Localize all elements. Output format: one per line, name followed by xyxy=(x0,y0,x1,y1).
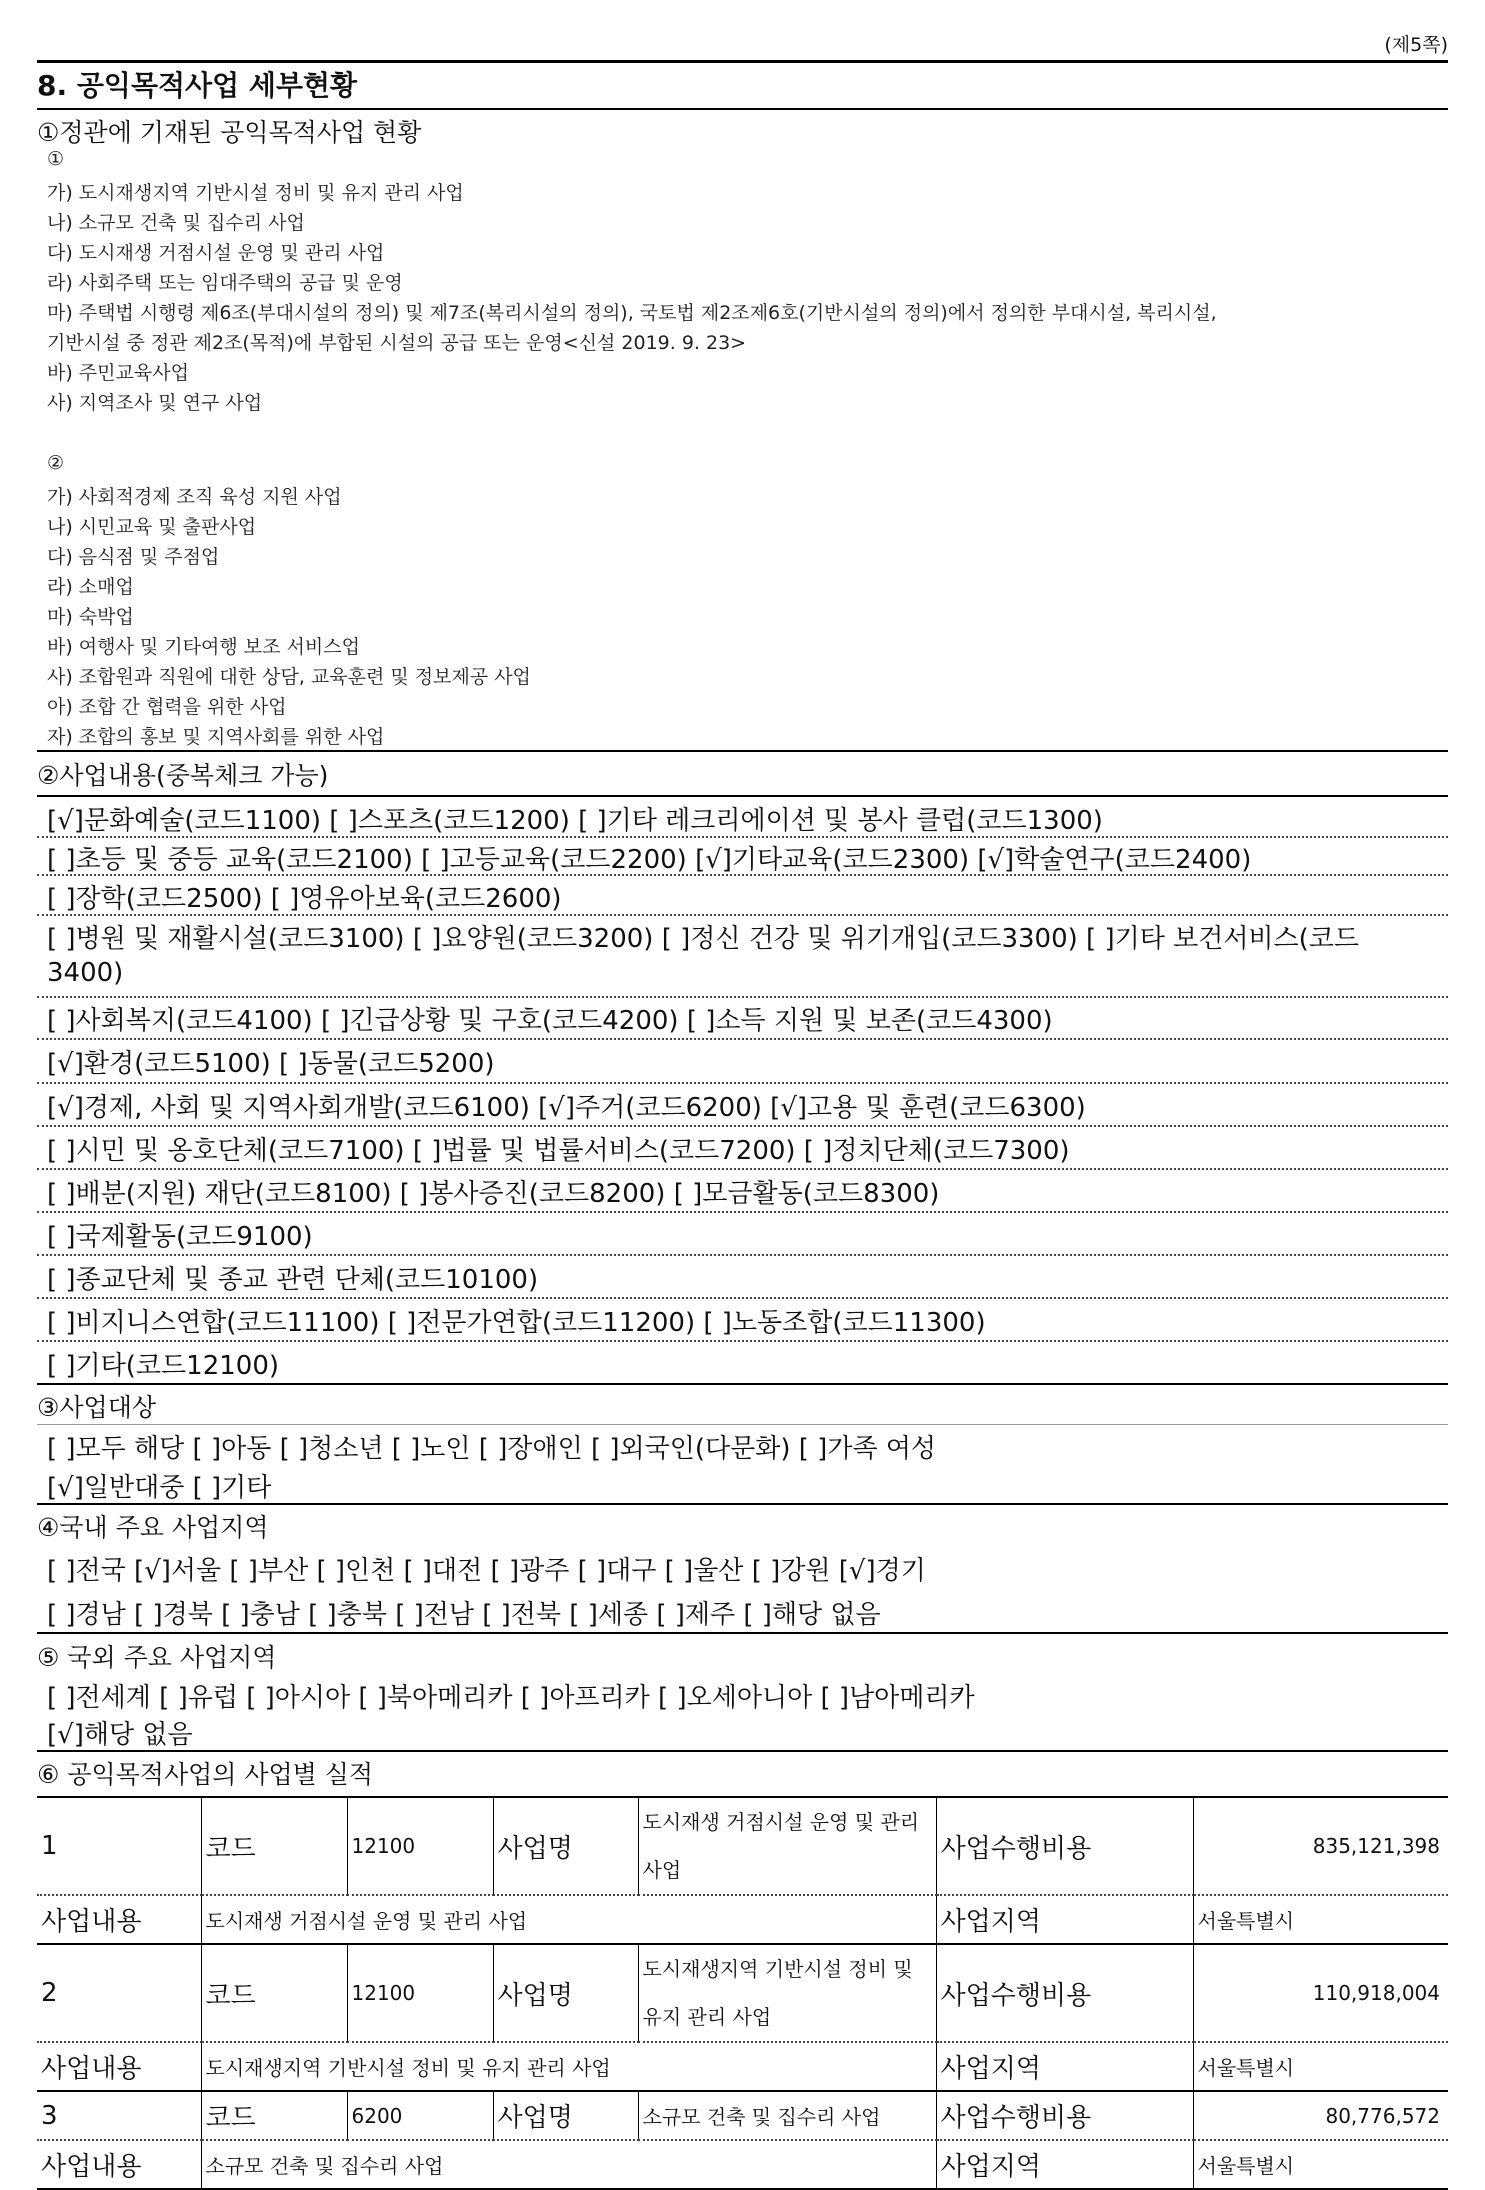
checkbox-line: [ ]전국 [√]서울 [ ]부산 [ ]인천 [ ]대전 [ ]광주 [ ]대구 [ ]울산 [ ]강원 [√]경기 xyxy=(47,1556,926,1586)
articles-item: 나) 시민교육 및 출판사업 xyxy=(47,516,257,538)
divider xyxy=(37,1038,1448,1040)
business-content-heading: ②사업내용(중복체크 가능) xyxy=(37,761,329,790)
articles-item: 나) 소규모 건축 및 집수리 사업 xyxy=(47,212,305,234)
top-divider xyxy=(37,60,1448,63)
articles-item: 사) 지역조사 및 연구 사업 xyxy=(47,392,263,414)
table-row xyxy=(37,2042,1448,2091)
cost-value: 110,918,004 xyxy=(1193,1944,1448,2042)
region-label: 사업지역 xyxy=(936,2042,1193,2091)
checkbox-line: [ ]모두 해당 [ ]아동 [ ]청소년 [ ]노인 [ ]장애인 [ ]외국인(다문화) [ ]가족 여성 xyxy=(47,1434,937,1464)
title-divider xyxy=(37,108,1448,110)
articles-item: 자) 조합의 홍보 및 지역사회를 위한 사업 xyxy=(47,726,385,748)
name-label: 사업명 xyxy=(493,1944,638,2042)
articles-heading: ①정관에 기재된 공익목적사업 현황 xyxy=(37,118,422,147)
checkbox-line: [ ]배분(지원) 재단(코드8100) [ ]봉사증진(코드8200) [ ]모금활동(코드8300) xyxy=(47,1179,940,1209)
checkbox-line: [ ]초등 및 중등 교육(코드2100) [ ]고등교육(코드2200) [√]기타교육(코드2300) [√]학술연구(코드2400) xyxy=(47,845,1252,875)
checkbox-line: [ ]비지니스연합(코드11100) [ ]전문가연합(코드11200) [ ]노동조합(코드11300) xyxy=(47,1308,986,1338)
code-label: 코드 xyxy=(201,1944,347,2042)
code-value: 12100 xyxy=(347,1944,493,2042)
performance-table xyxy=(37,1796,1448,2190)
code-value: 12100 xyxy=(347,1797,493,1895)
checkbox-line: [√]해당 없음 xyxy=(47,1720,193,1750)
group1-mark: ① xyxy=(47,148,65,170)
table-row xyxy=(37,2091,1448,2140)
divider xyxy=(37,1503,1448,1505)
divider xyxy=(37,1750,1448,1752)
divider xyxy=(37,1211,1448,1213)
articles-item: 다) 도시재생 거점시설 운영 및 관리 사업 xyxy=(47,242,385,264)
row-number: 2 xyxy=(37,1944,201,2042)
checkbox-line: [ ]장학(코드2500) [ ]영유아보육(코드2600) xyxy=(47,884,562,914)
divider xyxy=(37,795,1448,797)
articles-item: 가) 도시재생지역 기반시설 정비 및 유지 관리 사업 xyxy=(47,182,464,204)
row-number: 1 xyxy=(37,1797,201,1895)
articles-item: 다) 음식점 및 주점업 xyxy=(47,546,220,568)
content-label: 사업내용 xyxy=(37,2140,201,2189)
content-value: 도시재생 거점시설 운영 및 관리 사업 xyxy=(201,1895,936,1944)
row-number: 3 xyxy=(37,2091,201,2140)
checkbox-line: [ ]국제활동(코드9100) xyxy=(47,1222,313,1252)
divider xyxy=(37,750,1448,752)
checkbox-line: [√]일반대중 [ ]기타 xyxy=(47,1473,272,1503)
articles-item: 사) 조합원과 직원에 대한 상담, 교육훈련 및 정보제공 사업 xyxy=(47,666,531,688)
checkbox-line: [√]문화예술(코드1100) [ ]스포츠(코드1200) [ ]기타 레크리에이션 및 봉사 클럽(코드1300) xyxy=(47,806,1103,836)
code-label: 코드 xyxy=(201,2091,347,2140)
cost-label: 사업수행비용 xyxy=(936,1797,1193,1895)
articles-item: 마) 숙박업 xyxy=(47,606,134,628)
articles-item: 마) 주택법 시행령 제6조(부대시설의 정의) 및 제7조(복리시설의 정의), 국토법 제2조제6호(기반시설의 정의)에서 정의한 부대시설, 복리시설, xyxy=(47,302,1217,324)
region-label: 사업지역 xyxy=(936,2140,1193,2189)
region-value: 서울특별시 xyxy=(1193,1895,1448,1944)
cost-label: 사업수행비용 xyxy=(936,2091,1193,2140)
divider xyxy=(37,1125,1448,1127)
cost-value: 835,121,398 xyxy=(1193,1797,1448,1895)
content-label: 사업내용 xyxy=(37,1895,201,1944)
domestic-region-heading: ④국내 주요 사업지역 xyxy=(37,1513,269,1542)
checkbox-line: 3400) xyxy=(47,958,124,988)
table-row xyxy=(37,2140,1448,2189)
target-heading: ③사업대상 xyxy=(37,1393,157,1422)
checkbox-line: [ ]전세계 [ ]유럽 [ ]아시아 [ ]북아메리카 [ ]아프리카 [ ]오세아니아 [ ]남아메리카 xyxy=(47,1683,975,1713)
divider xyxy=(37,874,1448,876)
checkbox-line: [√]환경(코드5100) [ ]동물(코드5200) xyxy=(47,1049,495,1079)
table-row xyxy=(37,1797,1448,1895)
divider xyxy=(37,914,1448,916)
divider xyxy=(37,1082,1448,1084)
divider xyxy=(37,836,1448,838)
cost-value: 80,776,572 xyxy=(1193,2091,1448,2140)
name-label: 사업명 xyxy=(493,2091,638,2140)
divider xyxy=(37,1297,1448,1299)
region-value: 서울특별시 xyxy=(1193,2140,1448,2189)
divider xyxy=(37,1340,1448,1342)
code-value: 6200 xyxy=(347,2091,493,2140)
name-value: 도시재생 거점시설 운영 및 관리 사업 xyxy=(638,1797,936,1895)
code-label: 코드 xyxy=(201,1797,347,1895)
divider xyxy=(37,1424,1448,1425)
checkbox-line: [ ]사회복지(코드4100) [ ]긴급상황 및 구호(코드4200) [ ]소득 지원 및 보존(코드4300) xyxy=(47,1006,1053,1036)
region-value: 서울특별시 xyxy=(1193,2042,1448,2091)
articles-item: 가) 사회적경제 조직 육성 지원 사업 xyxy=(47,486,342,508)
divider xyxy=(37,1383,1448,1385)
checkbox-line: [√]경제, 사회 및 지역사회개발(코드6100) [√]주거(코드6200) [√]고용 및 훈련(코드6300) xyxy=(47,1093,1086,1123)
divider xyxy=(37,996,1448,998)
articles-item: 라) 소매업 xyxy=(47,576,134,598)
divider xyxy=(37,1254,1448,1256)
cost-label: 사업수행비용 xyxy=(936,1944,1193,2042)
articles-item: 바) 여행사 및 기타여행 보조 서비스업 xyxy=(47,636,360,658)
table-row xyxy=(37,1895,1448,1944)
checkbox-line: [ ]경남 [ ]경북 [ ]충남 [ ]충북 [ ]전남 [ ]전북 [ ]세종 [ ]제주 [ ]해당 없음 xyxy=(47,1600,881,1630)
page-number: (제5쪽) xyxy=(1384,34,1448,56)
checkbox-line: [ ]병원 및 재활시설(코드3100) [ ]요양원(코드3200) [ ]정신 건강 및 위기개입(코드3300) [ ]기타 보건서비스(코드 xyxy=(47,924,1360,954)
name-value: 소규모 건축 및 집수리 사업 xyxy=(638,2091,936,2140)
group2-mark: ② xyxy=(47,452,65,474)
overseas-region-heading: ⑤ 국외 주요 사업지역 xyxy=(37,1643,277,1672)
articles-item: 아) 조합 간 협력을 위한 사업 xyxy=(47,696,287,718)
articles-item: 바) 주민교육사업 xyxy=(47,362,189,384)
content-value: 소규모 건축 및 집수리 사업 xyxy=(201,2140,936,2189)
name-value: 도시재생지역 기반시설 정비 및 유지 관리 사업 xyxy=(638,1944,936,2042)
table-row xyxy=(37,1944,1448,2042)
content-label: 사업내용 xyxy=(37,2042,201,2091)
articles-item: 라) 사회주택 또는 임대주택의 공급 및 운영 xyxy=(47,272,403,294)
checkbox-line: [ ]종교단체 및 종교 관련 단체(코드10100) xyxy=(47,1265,539,1295)
checkbox-line: [ ]시민 및 옹호단체(코드7100) [ ]법률 및 법률서비스(코드7200) [ ]정치단체(코드7300) xyxy=(47,1136,1070,1166)
performance-heading: ⑥ 공익목적사업의 사업별 실적 xyxy=(37,1760,374,1789)
divider xyxy=(37,1168,1448,1170)
region-label: 사업지역 xyxy=(936,1895,1193,1944)
articles-item: 기반시설 중 정관 제2조(목적)에 부합된 시설의 공급 또는 운영<신설 2019. 9. 23> xyxy=(47,332,747,354)
checkbox-line: [ ]기타(코드12100) xyxy=(47,1351,280,1381)
section-title: 8. 공익목적사업 세부현황 xyxy=(37,69,358,102)
divider xyxy=(37,1632,1448,1634)
name-label: 사업명 xyxy=(493,1797,638,1895)
content-value: 도시재생지역 기반시설 정비 및 유지 관리 사업 xyxy=(201,2042,936,2091)
